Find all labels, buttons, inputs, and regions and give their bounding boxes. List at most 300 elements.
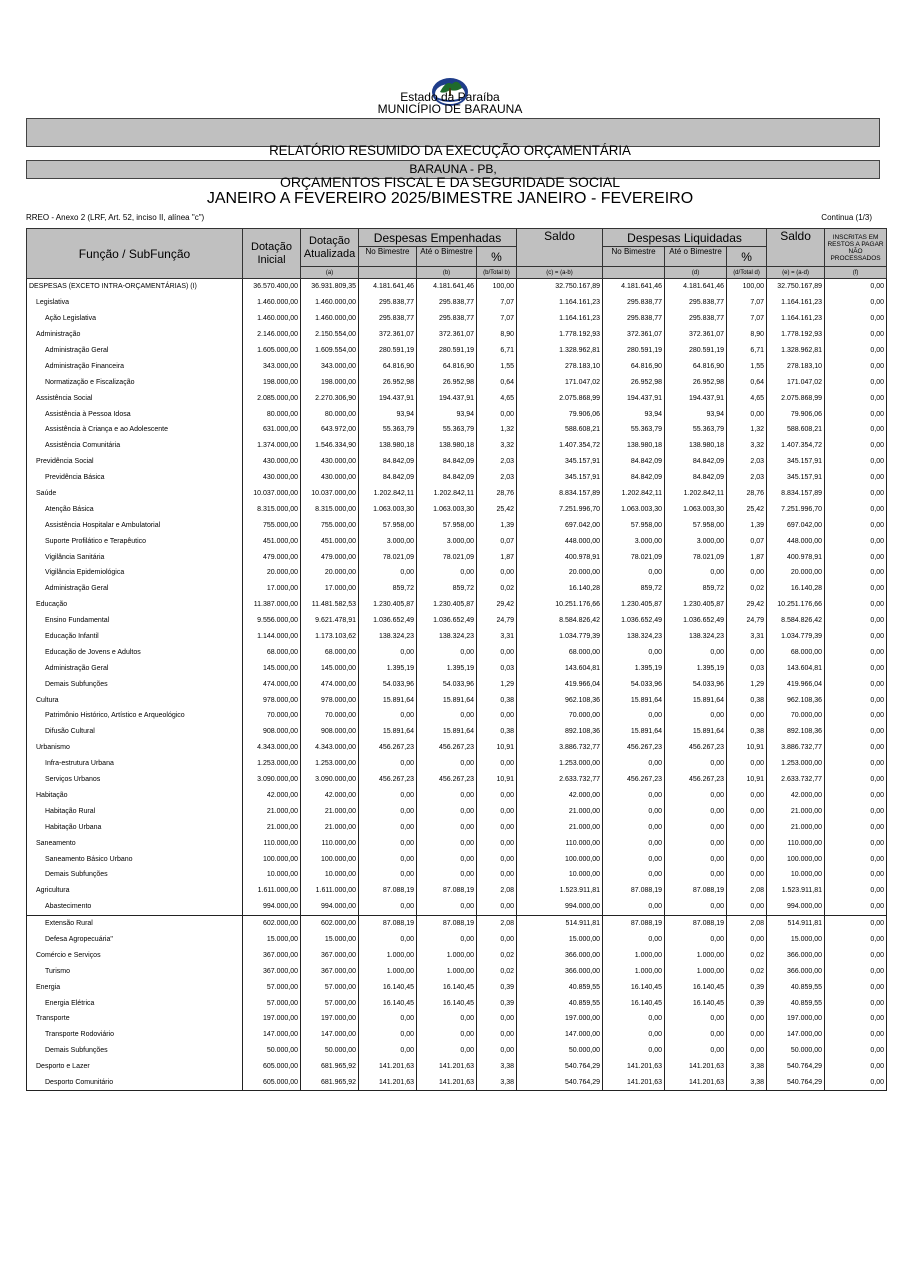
cell-emp-ate-bimestre: 87.088,19: [417, 915, 477, 931]
legal-reference: RREO - Anexo 2 (LRF, Art. 52, inciso II, alínea "c"): [26, 213, 205, 222]
cell-dotacao-inicial: 110.000,00: [243, 835, 301, 851]
cell-emp-no-bimestre: 16.140,45: [359, 995, 417, 1011]
table-row: [27, 644, 887, 660]
cell-dotacao-atualizada: 1.460.000,00: [301, 311, 359, 327]
cell-liq-no-bimestre: 0,00: [603, 708, 665, 724]
cell-saldo-c: 110.000,00: [517, 835, 603, 851]
cell-dotacao-atualizada: 1.609.554,00: [301, 343, 359, 359]
table-row: [27, 692, 887, 708]
cell-saldo-e: 2.633.732,77: [767, 772, 825, 788]
cell-liq-ate-bimestre: 0,00: [665, 932, 727, 948]
cell-liq-pct: 0,39: [727, 995, 767, 1011]
cell-dotacao-inicial: 36.570.400,00: [243, 279, 301, 295]
cell-liq-pct: 0,00: [727, 932, 767, 948]
row-label: Infra-estrutura Urbana: [27, 756, 243, 772]
cell-liq-no-bimestre: 0,00: [603, 756, 665, 772]
cell-liq-no-bimestre: 0,00: [603, 867, 665, 883]
cell-liq-pct: 3,38: [727, 1075, 767, 1091]
table-row: [27, 279, 887, 295]
cell-emp-pct: 7,07: [477, 295, 517, 311]
row-label: Energia: [27, 979, 243, 995]
cell-dotacao-inicial: 21.000,00: [243, 803, 301, 819]
cell-saldo-e: 540.764,29: [767, 1059, 825, 1075]
cell-restos-nao-processados: 0,00: [825, 629, 887, 645]
cell-emp-pct: 0,64: [477, 374, 517, 390]
cell-liq-pct: 0,00: [727, 1011, 767, 1027]
table-row: [27, 676, 887, 692]
cell-emp-ate-bimestre: 55.363,79: [417, 422, 477, 438]
table-row: [27, 454, 887, 470]
cell-emp-pct: 0,02: [477, 947, 517, 963]
row-label: Vigilância Sanitária: [27, 549, 243, 565]
col-dotacao-atualizada-line2: Atualizada: [303, 247, 356, 260]
cell-saldo-e: 448.000,00: [767, 533, 825, 549]
cell-liq-no-bimestre: 0,00: [603, 1043, 665, 1059]
table-row: [27, 788, 887, 804]
cell-emp-ate-bimestre: 0,00: [417, 708, 477, 724]
cell-saldo-c: 540.764,29: [517, 1075, 603, 1091]
page-continuation: Continua (1/3): [821, 213, 872, 222]
budget-title: ORÇAMENTOS FISCAL E DA SEGURIDADE SOCIAL: [280, 174, 620, 190]
table-row: [27, 851, 887, 867]
row-label: Habitação Urbana: [27, 819, 243, 835]
cell-restos-nao-processados: 0,00: [825, 1011, 887, 1027]
cell-emp-ate-bimestre: 0,00: [417, 1011, 477, 1027]
cell-saldo-e: 994.000,00: [767, 899, 825, 915]
cell-saldo-c: 21.000,00: [517, 819, 603, 835]
cell-liq-pct: 0,38: [727, 692, 767, 708]
cell-restos-nao-processados: 0,00: [825, 756, 887, 772]
cell-dotacao-atualizada: 1.173.103,62: [301, 629, 359, 645]
cell-emp-no-bimestre: 93,94: [359, 406, 417, 422]
row-label: Desporto e Lazer: [27, 1059, 243, 1075]
cell-restos-nao-processados: 0,00: [825, 454, 887, 470]
cell-emp-pct: 0,39: [477, 995, 517, 1011]
cell-saldo-c: 994.000,00: [517, 899, 603, 915]
table-row: [27, 422, 887, 438]
cell-liq-ate-bimestre: 859,72: [665, 581, 727, 597]
cell-dotacao-atualizada: 80.000,00: [301, 406, 359, 422]
row-label: Saneamento Básico Urbano: [27, 851, 243, 867]
cell-saldo-e: 70.000,00: [767, 708, 825, 724]
cell-saldo-c: 68.000,00: [517, 644, 603, 660]
cell-emp-pct: 0,02: [477, 581, 517, 597]
expenses-table: [26, 228, 887, 1091]
table-row: [27, 358, 887, 374]
row-label: Ação Legislativa: [27, 311, 243, 327]
cell-restos-nao-processados: 0,00: [825, 1043, 887, 1059]
cell-dotacao-inicial: 21.000,00: [243, 819, 301, 835]
cell-emp-pct: 10,91: [477, 772, 517, 788]
col-liq-no-bim-sub: [603, 267, 665, 279]
cell-dotacao-inicial: 68.000,00: [243, 644, 301, 660]
cell-dotacao-inicial: 11.387.000,00: [243, 597, 301, 613]
cell-liq-ate-bimestre: 295.838,77: [665, 311, 727, 327]
cell-emp-pct: 28,76: [477, 486, 517, 502]
cell-liq-ate-bimestre: 1.000,00: [665, 947, 727, 963]
col-emp-ate-bimestre: Até o Bimestre: [417, 247, 477, 267]
cell-dotacao-inicial: 17.000,00: [243, 581, 301, 597]
cell-liq-ate-bimestre: 16.140,45: [665, 995, 727, 1011]
cell-emp-pct: 0,00: [477, 788, 517, 804]
cell-dotacao-inicial: 20.000,00: [243, 565, 301, 581]
cell-dotacao-inicial: 994.000,00: [243, 899, 301, 915]
cell-restos-nao-processados: 0,00: [825, 533, 887, 549]
cell-saldo-e: 10.000,00: [767, 867, 825, 883]
cell-saldo-e: 68.000,00: [767, 644, 825, 660]
col-saldo-c: Saldo: [517, 229, 603, 267]
cell-emp-no-bimestre: 456.267,23: [359, 740, 417, 756]
col-dotacao-atualizada: [301, 229, 359, 267]
cell-liq-pct: 10,91: [727, 772, 767, 788]
cell-emp-pct: 2,08: [477, 883, 517, 899]
cell-dotacao-inicial: 1.611.000,00: [243, 883, 301, 899]
col-funcao: Função / SubFunção: [27, 229, 243, 279]
report-title: RELATÓRIO RESUMIDO DA EXECUÇÃO ORÇAMENTÁRIA: [269, 142, 631, 158]
cell-emp-pct: 1,55: [477, 358, 517, 374]
cell-dotacao-inicial: 80.000,00: [243, 406, 301, 422]
cell-restos-nao-processados: 0,00: [825, 1027, 887, 1043]
cell-liq-pct: 0,00: [727, 406, 767, 422]
cell-saldo-e: 345.157,91: [767, 470, 825, 486]
cell-dotacao-inicial: 1.605.000,00: [243, 343, 301, 359]
cell-saldo-c: 366.000,00: [517, 963, 603, 979]
cell-restos-nao-processados: 0,00: [825, 343, 887, 359]
cell-liq-pct: 0,00: [727, 803, 767, 819]
row-label: Serviços Urbanos: [27, 772, 243, 788]
cell-emp-no-bimestre: 0,00: [359, 1027, 417, 1043]
cell-emp-no-bimestre: 0,00: [359, 1011, 417, 1027]
cell-emp-pct: 0,00: [477, 899, 517, 915]
cell-emp-pct: 1,39: [477, 517, 517, 533]
cell-emp-pct: 3,38: [477, 1059, 517, 1075]
cell-emp-ate-bimestre: 0,00: [417, 1043, 477, 1059]
cell-liq-ate-bimestre: 141.201,63: [665, 1075, 727, 1091]
cell-saldo-c: 366.000,00: [517, 947, 603, 963]
cell-emp-no-bimestre: 0,00: [359, 756, 417, 772]
cell-saldo-c: 448.000,00: [517, 533, 603, 549]
cell-saldo-e: 1.164.161,23: [767, 295, 825, 311]
cell-liq-ate-bimestre: 0,00: [665, 851, 727, 867]
state-name: Estado da Paraíba: [400, 90, 500, 104]
cell-saldo-c: 20.000,00: [517, 565, 603, 581]
cell-liq-no-bimestre: 0,00: [603, 1011, 665, 1027]
cell-saldo-e: 40.859,55: [767, 979, 825, 995]
cell-emp-no-bimestre: 15.891,64: [359, 724, 417, 740]
table-row: [27, 549, 887, 565]
cell-liq-pct: 8,90: [727, 327, 767, 343]
cell-dotacao-atualizada: 1.253.000,00: [301, 756, 359, 772]
cell-liq-ate-bimestre: 78.021,09: [665, 549, 727, 565]
cell-dotacao-atualizada: 110.000,00: [301, 835, 359, 851]
cell-restos-nao-processados: 0,00: [825, 915, 887, 931]
cell-liq-no-bimestre: 456.267,23: [603, 740, 665, 756]
cell-dotacao-inicial: 3.090.000,00: [243, 772, 301, 788]
cell-dotacao-atualizada: 1.546.334,90: [301, 438, 359, 454]
cell-liq-ate-bimestre: 1.202.842,11: [665, 486, 727, 502]
cell-emp-pct: 1,32: [477, 422, 517, 438]
cell-emp-ate-bimestre: 78.021,09: [417, 549, 477, 565]
cell-saldo-c: 1.164.161,23: [517, 295, 603, 311]
cell-emp-ate-bimestre: 1.395,19: [417, 660, 477, 676]
cell-saldo-e: 1.164.161,23: [767, 311, 825, 327]
cell-saldo-c: 32.750.167,89: [517, 279, 603, 295]
table-row: [27, 1075, 887, 1091]
cell-saldo-e: 697.042,00: [767, 517, 825, 533]
cell-restos-nao-processados: 0,00: [825, 1059, 887, 1075]
cell-dotacao-inicial: 10.037.000,00: [243, 486, 301, 502]
cell-liq-pct: 0,00: [727, 1043, 767, 1059]
cell-emp-ate-bimestre: 0,00: [417, 756, 477, 772]
cell-liq-pct: 28,76: [727, 486, 767, 502]
cell-liq-no-bimestre: 64.816,90: [603, 358, 665, 374]
table-row: [27, 883, 887, 899]
cell-liq-no-bimestre: 0,00: [603, 835, 665, 851]
cell-restos-nao-processados: 0,00: [825, 740, 887, 756]
cell-emp-ate-bimestre: 456.267,23: [417, 740, 477, 756]
cell-dotacao-atualizada: 4.343.000,00: [301, 740, 359, 756]
cell-restos-nao-processados: 0,00: [825, 327, 887, 343]
cell-restos-nao-processados: 0,00: [825, 835, 887, 851]
cell-restos-nao-processados: 0,00: [825, 932, 887, 948]
cell-saldo-c: 79.906,06: [517, 406, 603, 422]
cell-emp-ate-bimestre: 0,00: [417, 644, 477, 660]
cell-emp-ate-bimestre: 0,00: [417, 932, 477, 948]
cell-liq-pct: 29,42: [727, 597, 767, 613]
cell-liq-pct: 0,02: [727, 947, 767, 963]
cell-emp-ate-bimestre: 1.036.652,49: [417, 613, 477, 629]
cell-emp-no-bimestre: 0,00: [359, 899, 417, 915]
cell-liq-pct: 24,79: [727, 613, 767, 629]
cell-dotacao-inicial: 430.000,00: [243, 470, 301, 486]
cell-restos-nao-processados: 0,00: [825, 581, 887, 597]
cell-emp-pct: 8,90: [477, 327, 517, 343]
cell-saldo-c: 7.251.996,70: [517, 501, 603, 517]
cell-emp-no-bimestre: 0,00: [359, 644, 417, 660]
cell-restos-nao-processados: 0,00: [825, 597, 887, 613]
cell-saldo-e: 32.750.167,89: [767, 279, 825, 295]
cell-emp-no-bimestre: 456.267,23: [359, 772, 417, 788]
cell-saldo-c: 892.108,36: [517, 724, 603, 740]
cell-emp-pct: 100,00: [477, 279, 517, 295]
cell-dotacao-atualizada: 57.000,00: [301, 995, 359, 1011]
cell-saldo-e: 21.000,00: [767, 819, 825, 835]
row-label: Desporto Comunitário: [27, 1075, 243, 1091]
cell-restos-nao-processados: 0,00: [825, 422, 887, 438]
cell-liq-pct: 0,02: [727, 581, 767, 597]
cell-liq-pct: 0,00: [727, 708, 767, 724]
cell-liq-ate-bimestre: 4.181.641,46: [665, 279, 727, 295]
row-label: Transporte Rodoviário: [27, 1027, 243, 1043]
cell-emp-ate-bimestre: 93,94: [417, 406, 477, 422]
cell-dotacao-inicial: 367.000,00: [243, 947, 301, 963]
cell-dotacao-inicial: 602.000,00: [243, 915, 301, 931]
cell-emp-pct: 3,38: [477, 1075, 517, 1091]
cell-emp-no-bimestre: 87.088,19: [359, 883, 417, 899]
row-label: Patrimônio Histórico, Artístico e Arqueológico: [27, 708, 243, 724]
cell-saldo-c: 345.157,91: [517, 470, 603, 486]
cell-emp-no-bimestre: 87.088,19: [359, 915, 417, 931]
group-empenhadas: Despesas Empenhadas: [359, 229, 517, 247]
table-row: [27, 533, 887, 549]
cell-emp-no-bimestre: 194.437,91: [359, 390, 417, 406]
cell-dotacao-inicial: 978.000,00: [243, 692, 301, 708]
table-row: [27, 899, 887, 915]
cell-saldo-c: 21.000,00: [517, 803, 603, 819]
row-label: Saneamento: [27, 835, 243, 851]
cell-saldo-c: 10.000,00: [517, 867, 603, 883]
cell-saldo-e: 20.000,00: [767, 565, 825, 581]
cell-liq-no-bimestre: 54.033,96: [603, 676, 665, 692]
cell-emp-no-bimestre: 1.202.842,11: [359, 486, 417, 502]
table-body: [27, 279, 887, 1091]
cell-dotacao-atualizada: 479.000,00: [301, 549, 359, 565]
cell-saldo-e: 197.000,00: [767, 1011, 825, 1027]
cell-restos-nao-processados: 0,00: [825, 1075, 887, 1091]
cell-dotacao-inicial: 50.000,00: [243, 1043, 301, 1059]
row-label: Assistência à Pessoa Idosa: [27, 406, 243, 422]
cell-saldo-e: 892.108,36: [767, 724, 825, 740]
cell-emp-ate-bimestre: 16.140,45: [417, 995, 477, 1011]
cell-saldo-c: 1.164.161,23: [517, 311, 603, 327]
cell-saldo-e: 16.140,28: [767, 581, 825, 597]
cell-emp-ate-bimestre: 0,00: [417, 867, 477, 883]
cell-dotacao-atualizada: 1.460.000,00: [301, 295, 359, 311]
row-label: Assistência Comunitária: [27, 438, 243, 454]
cell-liq-ate-bimestre: 0,00: [665, 788, 727, 804]
table-row: [27, 390, 887, 406]
cell-saldo-c: 1.523.911,81: [517, 883, 603, 899]
row-label: Cultura: [27, 692, 243, 708]
cell-dotacao-inicial: 9.556.000,00: [243, 613, 301, 629]
cell-liq-pct: 0,00: [727, 851, 767, 867]
table-row: [27, 486, 887, 502]
cell-emp-ate-bimestre: 15.891,64: [417, 692, 477, 708]
cell-liq-no-bimestre: 16.140,45: [603, 979, 665, 995]
row-label: Ensino Fundamental: [27, 613, 243, 629]
cell-liq-ate-bimestre: 1.063.003,30: [665, 501, 727, 517]
cell-liq-pct: 0,00: [727, 788, 767, 804]
cell-dotacao-atualizada: 17.000,00: [301, 581, 359, 597]
cell-dotacao-inicial: 605.000,00: [243, 1075, 301, 1091]
cell-dotacao-inicial: 100.000,00: [243, 851, 301, 867]
cell-emp-ate-bimestre: 84.842,09: [417, 470, 477, 486]
cell-emp-no-bimestre: 4.181.641,46: [359, 279, 417, 295]
cell-saldo-c: 278.183,10: [517, 358, 603, 374]
cell-dotacao-atualizada: 994.000,00: [301, 899, 359, 915]
row-label: Normatização e Fiscalização: [27, 374, 243, 390]
cell-emp-no-bimestre: 64.816,90: [359, 358, 417, 374]
table-row: [27, 1027, 887, 1043]
cell-saldo-c: 8.834.157,89: [517, 486, 603, 502]
cell-liq-no-bimestre: 84.842,09: [603, 454, 665, 470]
cell-dotacao-inicial: 1.460.000,00: [243, 295, 301, 311]
cell-liq-ate-bimestre: 0,00: [665, 899, 727, 915]
cell-liq-no-bimestre: 93,94: [603, 406, 665, 422]
cell-liq-ate-bimestre: 84.842,09: [665, 454, 727, 470]
cell-emp-ate-bimestre: 295.838,77: [417, 311, 477, 327]
cell-dotacao-inicial: 1.460.000,00: [243, 311, 301, 327]
table-row: [27, 979, 887, 995]
cell-liq-ate-bimestre: 64.816,90: [665, 358, 727, 374]
cell-emp-no-bimestre: 15.891,64: [359, 692, 417, 708]
cell-liq-no-bimestre: 141.201,63: [603, 1059, 665, 1075]
cell-liq-ate-bimestre: 1.395,19: [665, 660, 727, 676]
cell-saldo-c: 1.328.962,81: [517, 343, 603, 359]
cell-saldo-c: 2.075.868,99: [517, 390, 603, 406]
cell-restos-nao-processados: 0,00: [825, 963, 887, 979]
cell-liq-ate-bimestre: 0,00: [665, 835, 727, 851]
row-label: Educação de Jovens e Adultos: [27, 644, 243, 660]
cell-liq-no-bimestre: 0,00: [603, 644, 665, 660]
cell-dotacao-atualizada: 100.000,00: [301, 851, 359, 867]
cell-saldo-e: 2.075.868,99: [767, 390, 825, 406]
cell-liq-ate-bimestre: 15.891,64: [665, 724, 727, 740]
cell-dotacao-atualizada: 198.000,00: [301, 374, 359, 390]
cell-emp-no-bimestre: 372.361,07: [359, 327, 417, 343]
cell-saldo-c: 197.000,00: [517, 1011, 603, 1027]
col-a-label: (a): [301, 267, 359, 279]
cell-saldo-c: 1.778.192,93: [517, 327, 603, 343]
cell-emp-pct: 1,87: [477, 549, 517, 565]
cell-liq-ate-bimestre: 138.324,23: [665, 629, 727, 645]
cell-liq-pct: 2,03: [727, 454, 767, 470]
cell-dotacao-inicial: 70.000,00: [243, 708, 301, 724]
cell-restos-nao-processados: 0,00: [825, 788, 887, 804]
table-row: [27, 932, 887, 948]
cell-emp-pct: 0,39: [477, 979, 517, 995]
cell-liq-no-bimestre: 138.324,23: [603, 629, 665, 645]
cell-dotacao-inicial: 343.000,00: [243, 358, 301, 374]
municipality-name: MUNICÍPIO DE BARAUNA: [377, 102, 523, 116]
col-dotacao-inicial: [243, 229, 301, 279]
cell-emp-no-bimestre: 57.958,00: [359, 517, 417, 533]
cell-liq-pct: 0,38: [727, 724, 767, 740]
cell-dotacao-atualizada: 36.931.809,35: [301, 279, 359, 295]
row-label: Educação: [27, 597, 243, 613]
cell-dotacao-inicial: 10.000,00: [243, 867, 301, 883]
cell-dotacao-inicial: 908.000,00: [243, 724, 301, 740]
cell-emp-ate-bimestre: 859,72: [417, 581, 477, 597]
cell-saldo-e: 3.886.732,77: [767, 740, 825, 756]
cell-emp-pct: 0,00: [477, 1043, 517, 1059]
cell-liq-ate-bimestre: 16.140,45: [665, 979, 727, 995]
cell-liq-pct: 2,03: [727, 470, 767, 486]
cell-emp-pct: 0,07: [477, 533, 517, 549]
table-row: [27, 374, 887, 390]
cell-emp-pct: 0,00: [477, 851, 517, 867]
col-c-label: (c) = (a-b): [517, 267, 603, 279]
row-label: Transporte: [27, 1011, 243, 1027]
cell-saldo-c: 50.000,00: [517, 1043, 603, 1059]
cell-saldo-c: 8.584.826,42: [517, 613, 603, 629]
cell-saldo-e: 8.584.826,42: [767, 613, 825, 629]
cell-restos-nao-processados: 0,00: [825, 390, 887, 406]
col-emp-pct: %: [477, 247, 517, 267]
col-dotacao-inicial-line1: Dotação: [251, 240, 292, 253]
cell-saldo-e: 514.911,81: [767, 915, 825, 931]
cell-emp-ate-bimestre: 87.088,19: [417, 883, 477, 899]
table-row: [27, 565, 887, 581]
cell-saldo-c: 345.157,91: [517, 454, 603, 470]
cell-emp-no-bimestre: 0,00: [359, 803, 417, 819]
table-row: [27, 963, 887, 979]
cell-dotacao-inicial: 474.000,00: [243, 676, 301, 692]
cell-emp-no-bimestre: 295.838,77: [359, 295, 417, 311]
cell-liq-ate-bimestre: 0,00: [665, 756, 727, 772]
cell-liq-no-bimestre: 57.958,00: [603, 517, 665, 533]
cell-liq-ate-bimestre: 0,00: [665, 1011, 727, 1027]
